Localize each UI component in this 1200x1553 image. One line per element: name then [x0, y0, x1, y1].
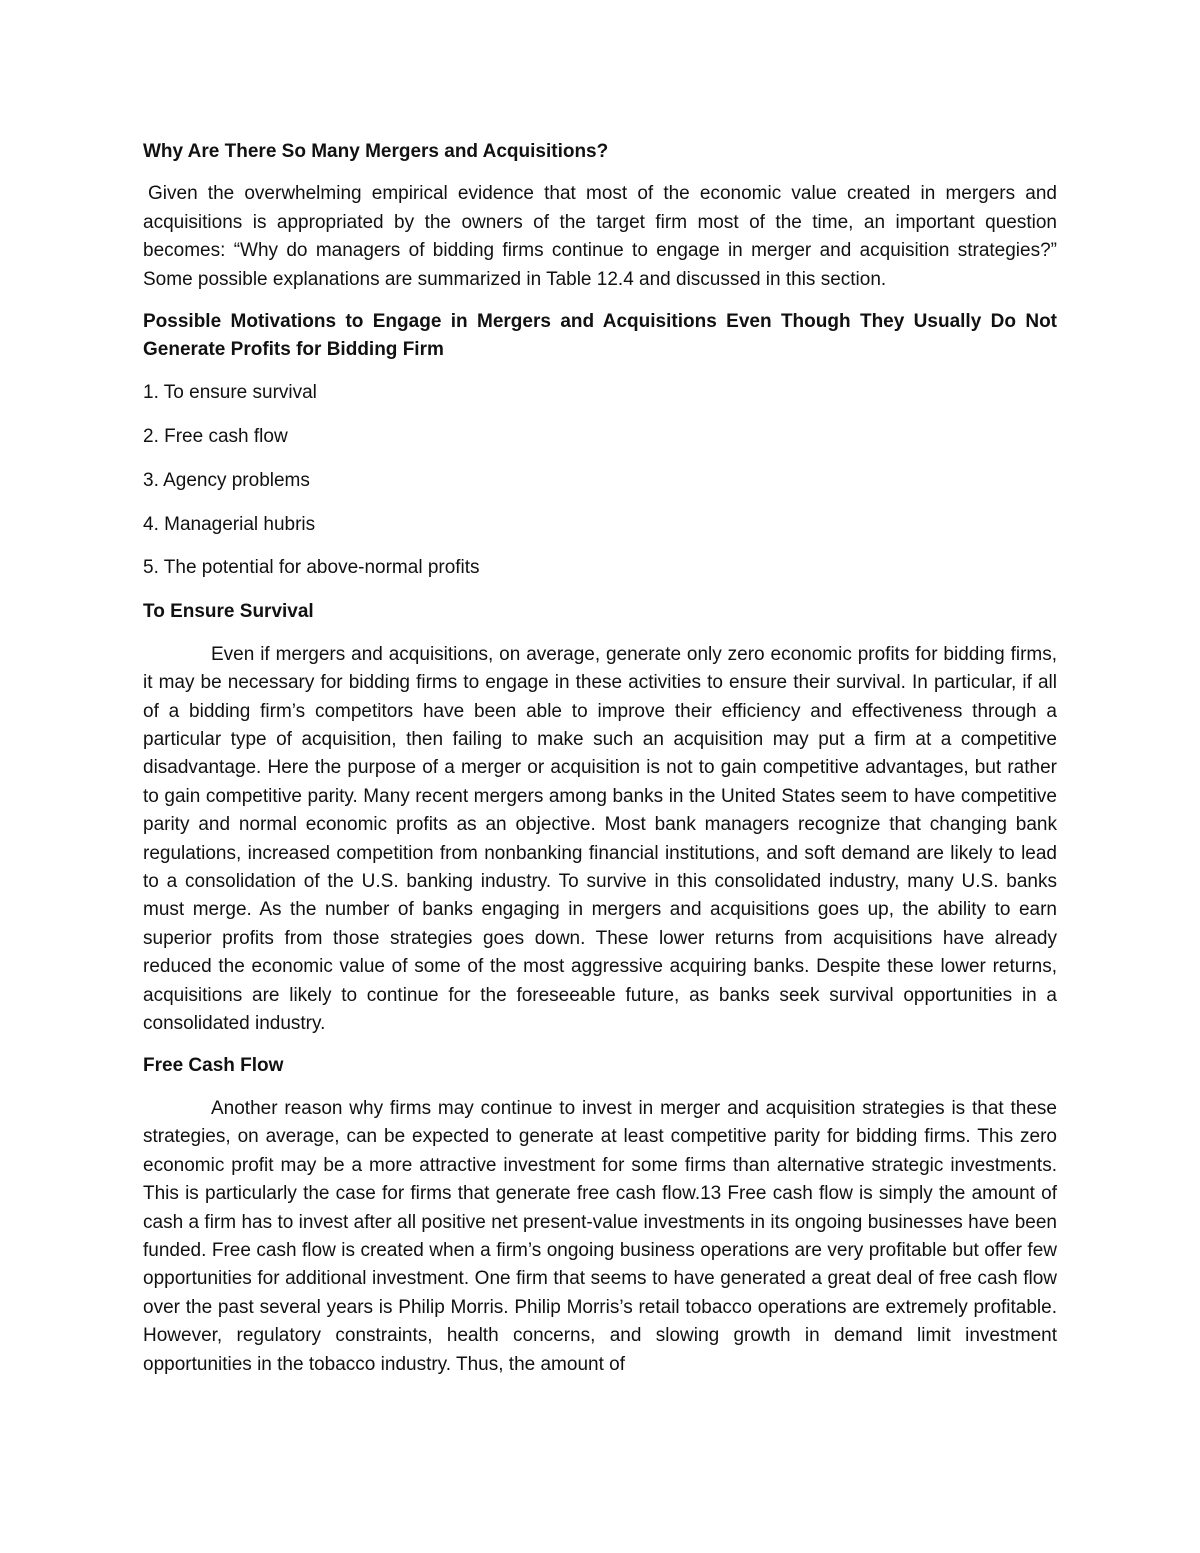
list-item: 5. The potential for above-normal profits	[143, 557, 480, 579]
section-body-free-cash-flow: Another reason why firms may continue to invest in merger and acquisition strategies is that these strategies, on average, can be expected to generate at least competitive parity for bidding firms. This zero economic profit may be a more attractive investment for some firms than alternative strategic investments. This is particularly the case for firms that generate free cash flow.13 Free cash flow is simply the amount of cash a firm has to invest after all positive net present-value investments in its ongoing businesses have been funded. Free cash flow is created when a firm’s ongoing business operations are very profitable but offer few opportunities for additional investment. One firm that seems to have generated a great deal of free cash flow over the past several years is Philip Morris. Philip Morris’s retail tobacco operations are extremely profitable. However, regulatory constraints, health concerns, and slowing growth in demand limit investment opportunities in the tobacco industry. Thus, the amount of	[143, 1097, 1057, 1375]
section-body-survival: Even if mergers and acquisitions, on average, generate only zero economic profits for bidding firms, it may be necessary for bidding firms to engage in these activities to ensure their survival. In particular, if all of a bidding firm’s competitors have been able to improve their efficiency and effectiveness through a particular type of acquisition, then failing to make such an acquisition may put a firm at a competitive disadvantage. Here the purpose of a merger or acquisition is not to gain competitive advantages, but rather to gain competitive parity. Many recent mergers among banks in the United States seem to have competitive parity and normal economic profits as an objective. Most bank managers recognize that changing bank regulations, increased competition from nonbanking financial institutions, and soft demand are likely to lead to a consolidation of the U.S. banking industry. To survive in this consolidated industry, many U.S. banks must merge. As the number of banks engaging in mergers and acquisitions goes up, the ability to earn superior profits from those strategies goes down. These lower returns from acquisitions have already reduced the economic value of some of the most aggressive acquiring banks. Despite these lower returns, acquisitions are likely to continue for the foreseeable future, as banks seek survival opportunities in a consolidated industry.	[143, 643, 1057, 1035]
section-heading-survival: To Ensure Survival	[143, 601, 314, 623]
document-title: Why Are There So Many Mergers and Acquisitions?	[143, 141, 609, 162]
intro-paragraph: Given the overwhelming empirical evidence that most of the economic value created in mergers and acquisitions is appropriated by the owners of the target firm most of the time, an important question becomes: “Why do managers of bidding firms continue to engage in merger and acquisition strategies?” Some possible explanations are summarized in Table 12.4 and discussed in this section.	[143, 183, 1057, 290]
list-item: 4. Managerial hubris	[143, 513, 316, 535]
list-item: 1. To ensure survival	[143, 381, 317, 403]
section-heading-free-cash-flow: Free Cash Flow	[143, 1055, 284, 1077]
document-page	[143, 138, 1057, 1393]
motivations-list	[143, 379, 1057, 583]
list-item: 2. Free cash flow	[143, 425, 288, 447]
motivations-heading: Possible Motivations to Engage in Mergers and Acquisitions Even Though They Usually Do Not Generate Profits for Bidding Firm	[143, 311, 1057, 361]
list-item: 3. Agency problems	[143, 469, 310, 491]
